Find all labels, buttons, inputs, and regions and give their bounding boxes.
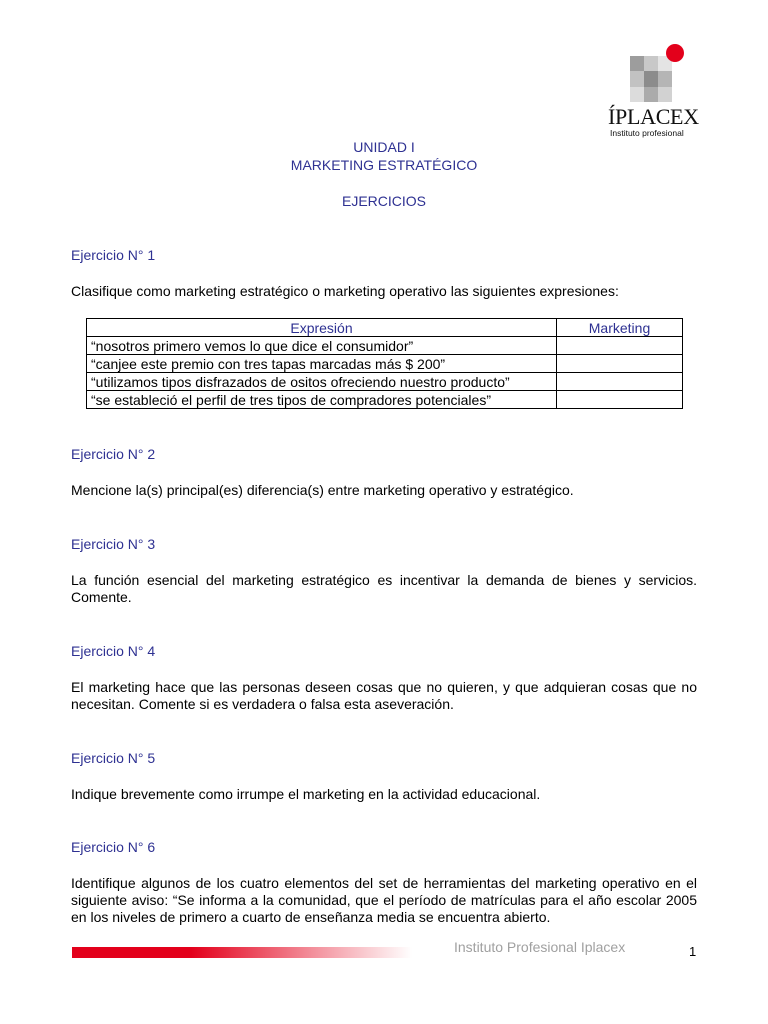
exercise-5-heading: Ejercicio N° 5 [71,750,156,766]
page-number: 1 [689,944,697,959]
column-header-marketing: Marketing [557,319,683,337]
unit-title: UNIDAD I [353,139,415,155]
expression-cell: “canjee este premio con tres tapas marcadas más $ 200” [87,355,557,373]
expression-table [86,318,683,409]
logo-subtitle: Instituto profesional [610,128,684,138]
exercise-1-prompt: Clasifique como marketing estratégico o marketing operativo las siguientes expresiones: [71,283,619,299]
logo-mosaic [630,56,672,102]
exercise-4-heading: Ejercicio N° 4 [71,643,156,659]
subject-title: MARKETING ESTRATÉGICO [290,157,478,173]
iplacex-logo [608,44,700,140]
exercise-3-heading: Ejercicio N° 3 [71,536,156,552]
expression-cell: “utilizamos tipos disfrazados de ositos ofreciendo nuestro producto” [87,373,557,391]
exercise-1-heading: Ejercicio N° 1 [71,247,156,263]
exercise-2-text: Mencione la(s) principal(es) diferencia(s) entre marketing operativo y estratégico. [71,482,574,498]
section-title: EJERCICIOS [341,193,426,209]
table-row [87,355,683,373]
marketing-cell [557,373,683,391]
exercise-3-text: La función esencial del marketing estratégico es incentivar la demanda de bienes y servicios. Comente. [71,572,697,605]
marketing-cell [557,355,683,373]
footer-institution: Instituto Profesional Iplacex [454,939,626,955]
table-row [87,391,683,409]
expression-cell: “nosotros primero vemos lo que dice el consumidor” [87,337,557,355]
exercise-2-heading: Ejercicio N° 2 [71,446,156,462]
logo-wordmark: ÍPLACEX [608,104,699,129]
marketing-cell [557,391,683,409]
exercise-4-text: El marketing hace que las personas deseen cosas que no quieren, y que adquieran cosas que no necesitan. Comente si es verdadera o falsa esta aseveración. [71,679,697,712]
table-header-row [87,319,683,337]
footer-red-bar [72,947,412,958]
table-row [87,337,683,355]
exercise-5-text: Indique brevemente como irrumpe el marketing en la actividad educacional. [71,786,541,802]
column-header-expression: Expresión [87,319,557,337]
expression-cell: “se estableció el perfil de tres tipos de compradores potenciales” [87,391,557,409]
logo-red-dot [666,44,684,62]
table-row [87,373,683,391]
exercise-6-text: Identifique algunos de los cuatro elementos del set de herramientas del marketing operativo en el siguiente aviso: “Se informa a la comunidad, que el período de matrículas para el año escolar 2005 en los niveles de primero a cuarto de enseñanza media se encuentra abierto. [71,875,697,925]
marketing-cell [557,337,683,355]
exercise-6-heading: Ejercicio N° 6 [71,839,156,855]
